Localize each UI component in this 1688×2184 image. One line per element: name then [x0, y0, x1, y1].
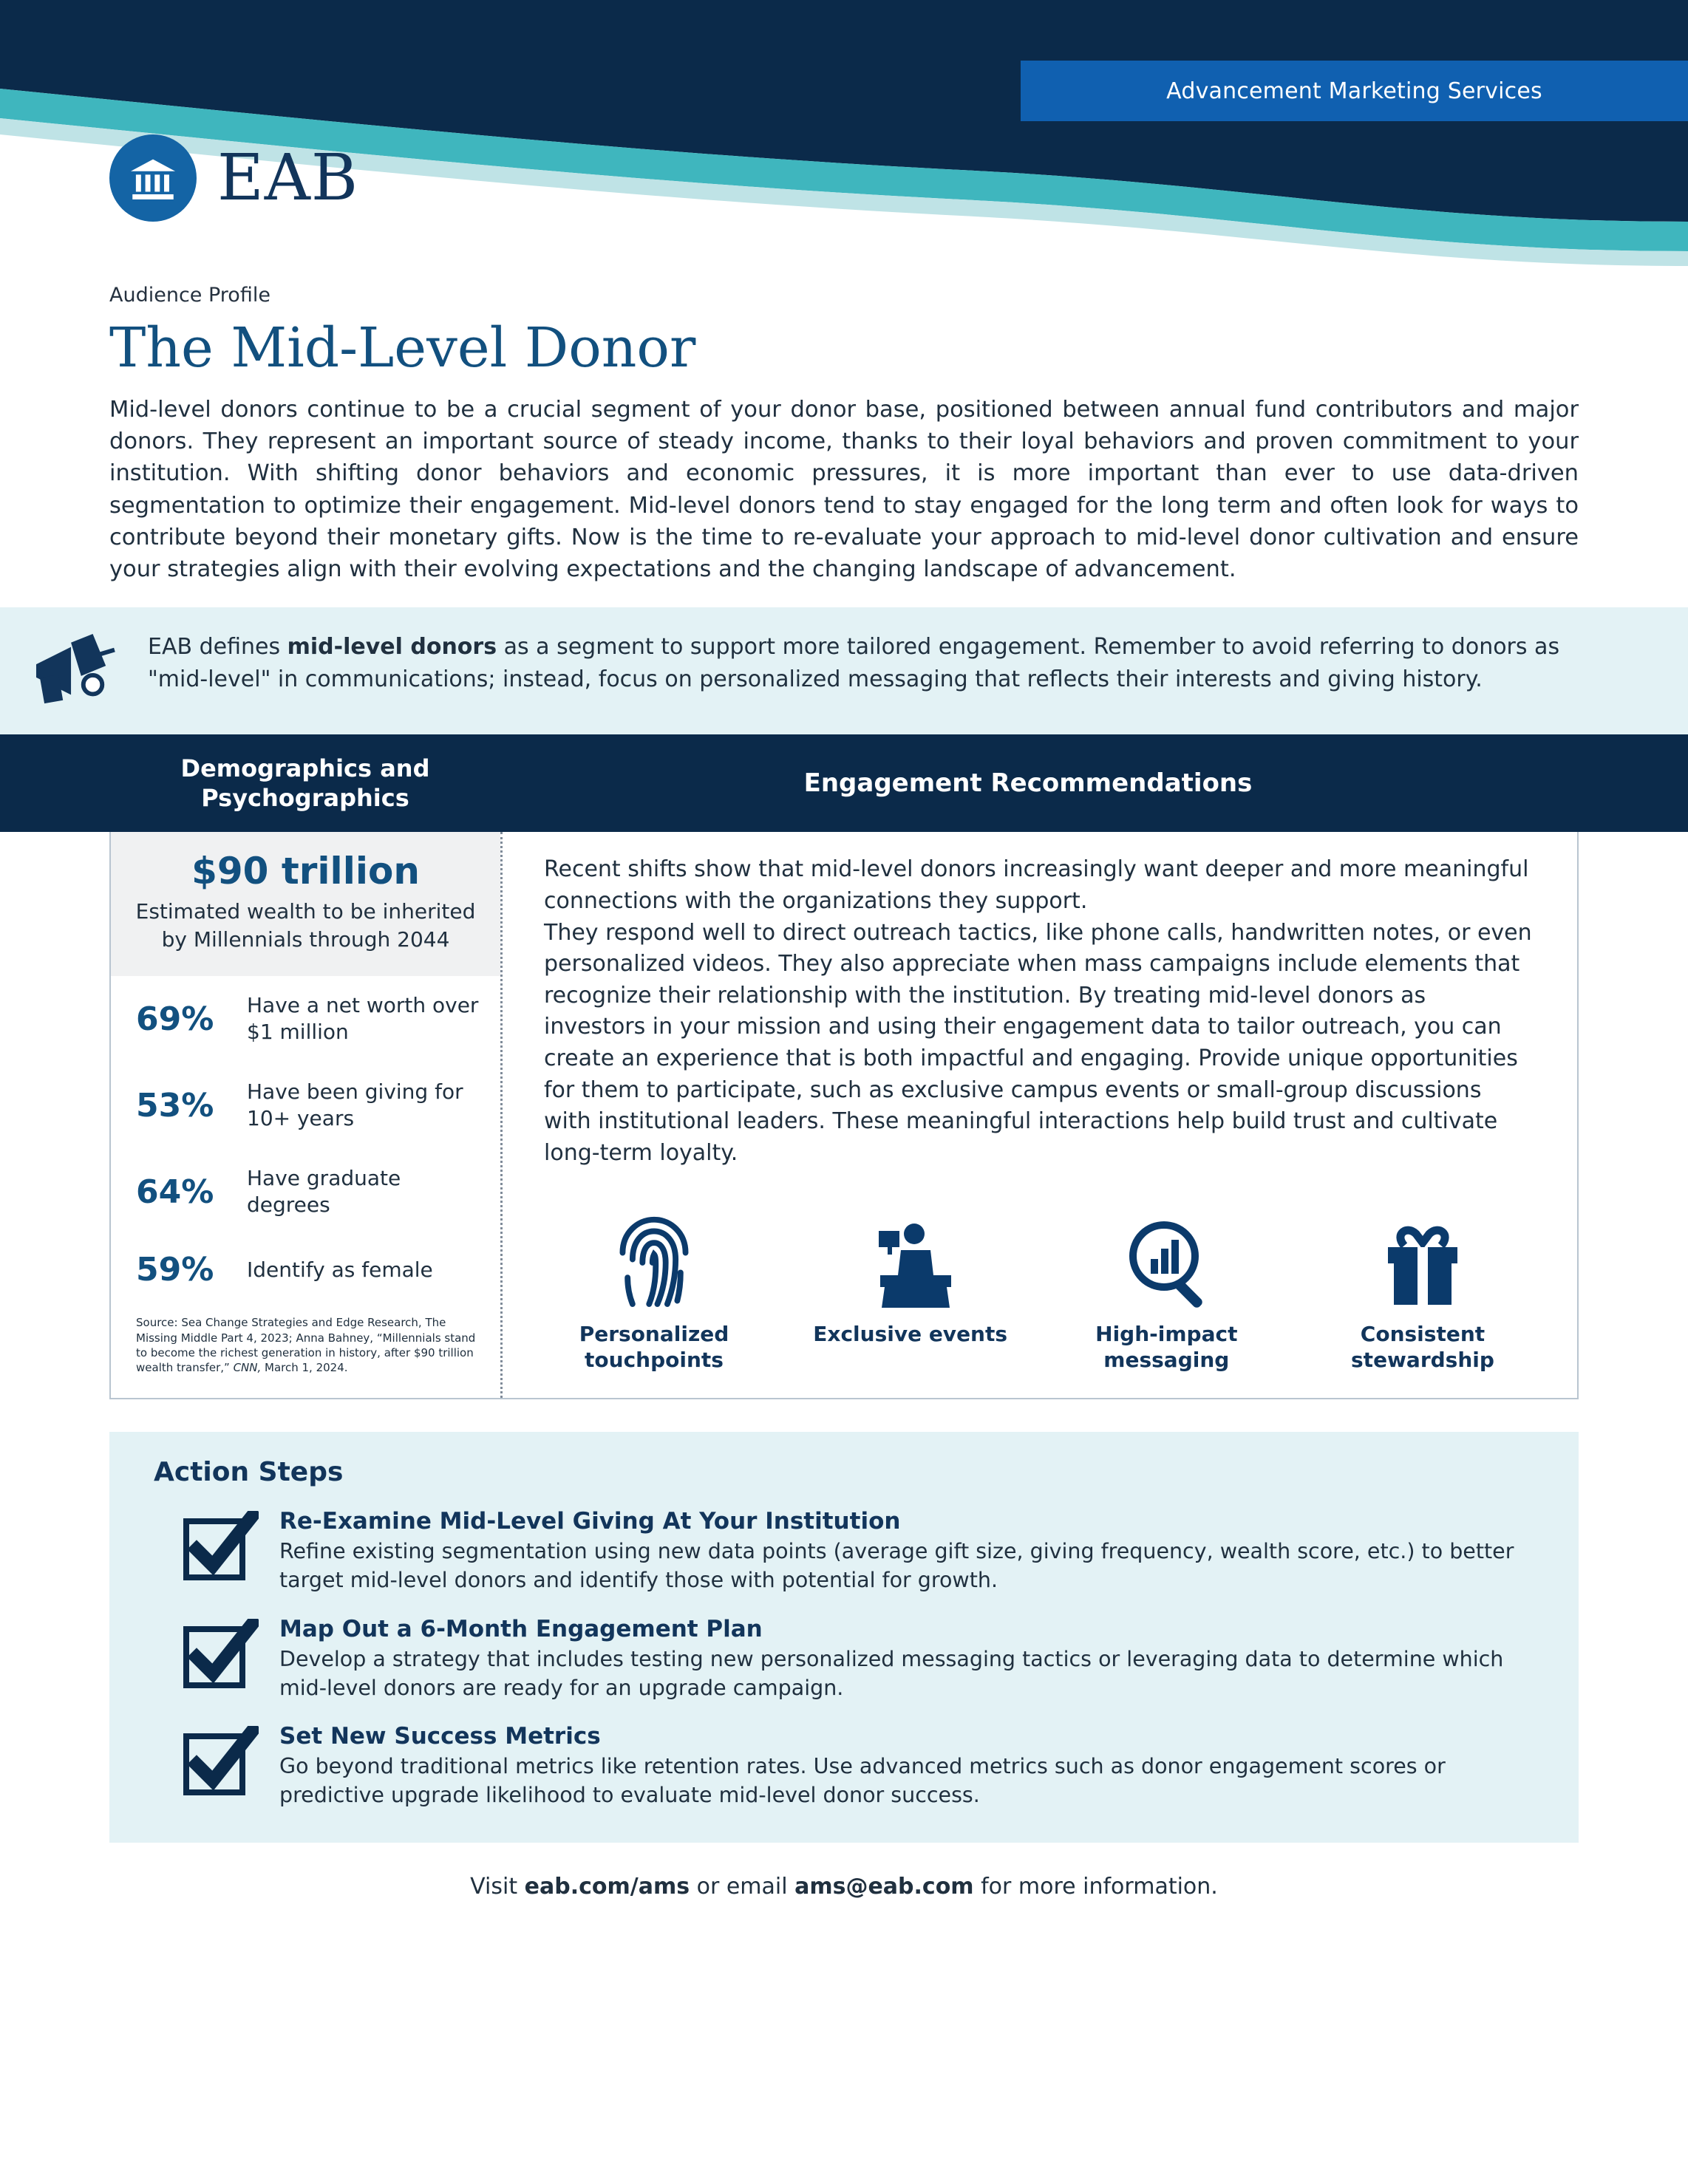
action-step-body — [263, 1723, 1534, 1810]
recommendations-column — [503, 832, 1577, 1398]
stat-percent: 69% — [136, 1000, 214, 1038]
stat-percent: 64% — [136, 1173, 214, 1211]
checkbox-checked-glyph — [182, 1726, 259, 1797]
bank-building-glyph — [126, 151, 180, 205]
demographics-column — [111, 832, 503, 1398]
stat-description: Have graduate degrees — [247, 1165, 401, 1218]
checkbox-checked-glyph — [182, 1511, 259, 1582]
gift-glyph — [1375, 1221, 1471, 1311]
checkbox-checked-icon — [182, 1616, 263, 1693]
action-step-item — [154, 1723, 1534, 1810]
source-publication: CNN, — [233, 1361, 262, 1375]
header-wave-graphic — [0, 0, 1688, 266]
recommendation-icon-label: Personalized touchpoints — [579, 1322, 729, 1373]
action-step-heading: Re-Examine Mid-Level Giving At Your Institution — [279, 1508, 901, 1535]
definition-callout-text — [148, 631, 1688, 709]
stat-description: Identify as female — [247, 1257, 433, 1282]
intro-body: Mid-level donors continue to be a crucial segment of your donor base, positioned between annual fund contributors and major donors. They represent an important source of steady income, thanks to their loyal behaviors and proven commitment to your institution. With shifting donor behaviors and economic pressures, it is more important than ever to use data-driven segmentation to optimize their engagement. Mid-level donors tend to stay engaged for the long term and often look for ways to contribute beyond their monetary gifts. Now is the time to re-evaluate your approach to mid-level donor cultivation and ensure your strategies align with their evolving expectations and the changing landscape of advancement. — [109, 396, 1579, 583]
hero-stat — [111, 832, 500, 976]
fingerprint-glyph — [613, 1215, 695, 1311]
action-step-text: Develop a strategy that includes testing new personalized messaging tactics or leveraging data to determine which mid-level donors are ready for an upgrade campaign. — [279, 1646, 1504, 1700]
eab-logo — [109, 134, 358, 222]
source-citation — [111, 1305, 500, 1394]
stat-description: Have been giving for 10+ years — [247, 1079, 463, 1131]
fingerprint-icon — [554, 1207, 754, 1311]
footer-prefix: Visit — [470, 1873, 525, 1900]
action-steps-title: Action Steps — [154, 1457, 344, 1488]
action-step-body — [263, 1616, 1534, 1703]
footer-contact — [0, 1874, 1688, 1900]
checkbox-checked-icon — [182, 1508, 263, 1585]
recommendations-paragraph-2: They respond well to direct outreach tactics, like phone calls, handwritten notes, or even personalized videos. They also appreciate when mass campaigns include elements that recognize their relationship with the institution. By treating mid-level donors as investors in your mission and using their engagement data to tailor outreach, you can create an experience that is both impactful and engaging. Provide unique opportunities for them to participate, such as exclusive campus events or small-group discussions with institutional leaders. These meaningful interactions help build trust and cultivate long-term loyalty. — [544, 919, 1532, 1166]
action-step-item — [154, 1616, 1534, 1703]
recommendation-icon-label: High-impact messaging — [1095, 1322, 1238, 1373]
stat-row — [111, 1235, 500, 1305]
magnifier-chart-glyph — [1118, 1218, 1214, 1311]
service-line-label: Advancement Marketing Services — [1166, 78, 1542, 104]
eyebrow-label: Audience Profile — [109, 284, 270, 307]
hero-stat-value: $90 trillion — [191, 850, 420, 893]
bank-building-icon — [109, 134, 197, 222]
definition-callout — [0, 607, 1688, 734]
recommendation-item-exclusive-events — [811, 1207, 1010, 1373]
stat-percent: 53% — [136, 1086, 214, 1125]
action-step-heading: Map Out a 6-Month Engagement Plan — [279, 1615, 763, 1642]
section-band — [0, 734, 1688, 832]
footer-email[interactable]: ams@eab.com — [794, 1873, 974, 1900]
action-steps-section — [109, 1432, 1579, 1843]
callout-text-before: EAB defines — [148, 634, 287, 661]
action-step-text: Refine existing segmentation using new data points (average gift size, giving frequency, wealth score, etc.) to better target mid-level donors and identify those with potential for growth. — [279, 1539, 1514, 1593]
intro-section — [0, 284, 1688, 585]
stat-percent: 59% — [136, 1251, 214, 1289]
service-line-tab — [1021, 61, 1688, 121]
megaphone-icon — [0, 631, 148, 709]
stat-row — [111, 976, 500, 1062]
action-step-text: Go beyond traditional metrics like retention rates. Use advanced metrics such as donor engagement scores or predictive upgrade likelihood to evaluate mid-level donor success. — [279, 1754, 1446, 1808]
magnifier-chart-icon — [1066, 1207, 1266, 1311]
callout-text-after: as a segment to support more tailored engagement. Remember to avoid referring to donors as "mid-level" in communications; instead, focus on personalized messaging that reflects their interests and giving history. — [148, 634, 1560, 692]
band-demographics-title: Demographics and Psychographics — [180, 754, 430, 813]
action-step-item — [154, 1508, 1534, 1595]
band-recommendations-title: Engagement Recommendations — [803, 768, 1253, 799]
recommendation-icons — [544, 1207, 1533, 1373]
action-step-heading: Set New Success Metrics — [279, 1723, 601, 1750]
callout-text-bold: mid-level donors — [287, 634, 497, 661]
source-text-part2: March 1, 2024. — [261, 1361, 348, 1375]
footer-suffix: for more information. — [973, 1873, 1218, 1900]
source-text-part1: Source: Sea Change Strategies and Edge Research, The Missing Middle Part 4, 2023; Anna Bahney, “Millennials stand to become the richest generation in history, after $90 trillion wealth transfer,” — [136, 1316, 476, 1375]
megaphone-glyph — [30, 632, 118, 709]
recommendations-copy — [544, 854, 1533, 1169]
action-step-body — [263, 1508, 1534, 1595]
footer-website[interactable]: eab.com/ams — [524, 1873, 690, 1900]
checkbox-checked-glyph — [182, 1619, 259, 1690]
content-panel — [109, 832, 1579, 1399]
stat-row — [111, 1149, 500, 1235]
gift-icon — [1323, 1207, 1522, 1311]
stat-row — [111, 1062, 500, 1149]
page-header — [0, 0, 1688, 266]
recommendation-item-personalized-touchpoints — [554, 1207, 754, 1373]
page-title: The Mid-Level Donor — [109, 316, 696, 380]
footer-middle: or email — [690, 1873, 795, 1900]
recommendations-paragraph-1: Recent shifts show that mid-level donors increasingly want deeper and more meaningful connections with the organizations they support. — [544, 856, 1529, 915]
recommendation-icon-label: Consistent stewardship — [1351, 1322, 1494, 1373]
stat-description: Have a net worth over $1 million — [247, 993, 479, 1045]
recommendation-icon-label: Exclusive events — [813, 1322, 1008, 1347]
checkbox-checked-icon — [182, 1723, 263, 1800]
recommendation-item-high-impact-messaging — [1066, 1207, 1266, 1373]
hero-stat-label: Estimated wealth to be inherited by Millennials through 2044 — [135, 899, 476, 952]
eab-wordmark: EAB — [217, 141, 359, 215]
speaker-presentation-icon — [811, 1207, 1010, 1311]
speaker-presentation-glyph — [862, 1218, 959, 1311]
recommendation-item-consistent-stewardship — [1323, 1207, 1522, 1373]
